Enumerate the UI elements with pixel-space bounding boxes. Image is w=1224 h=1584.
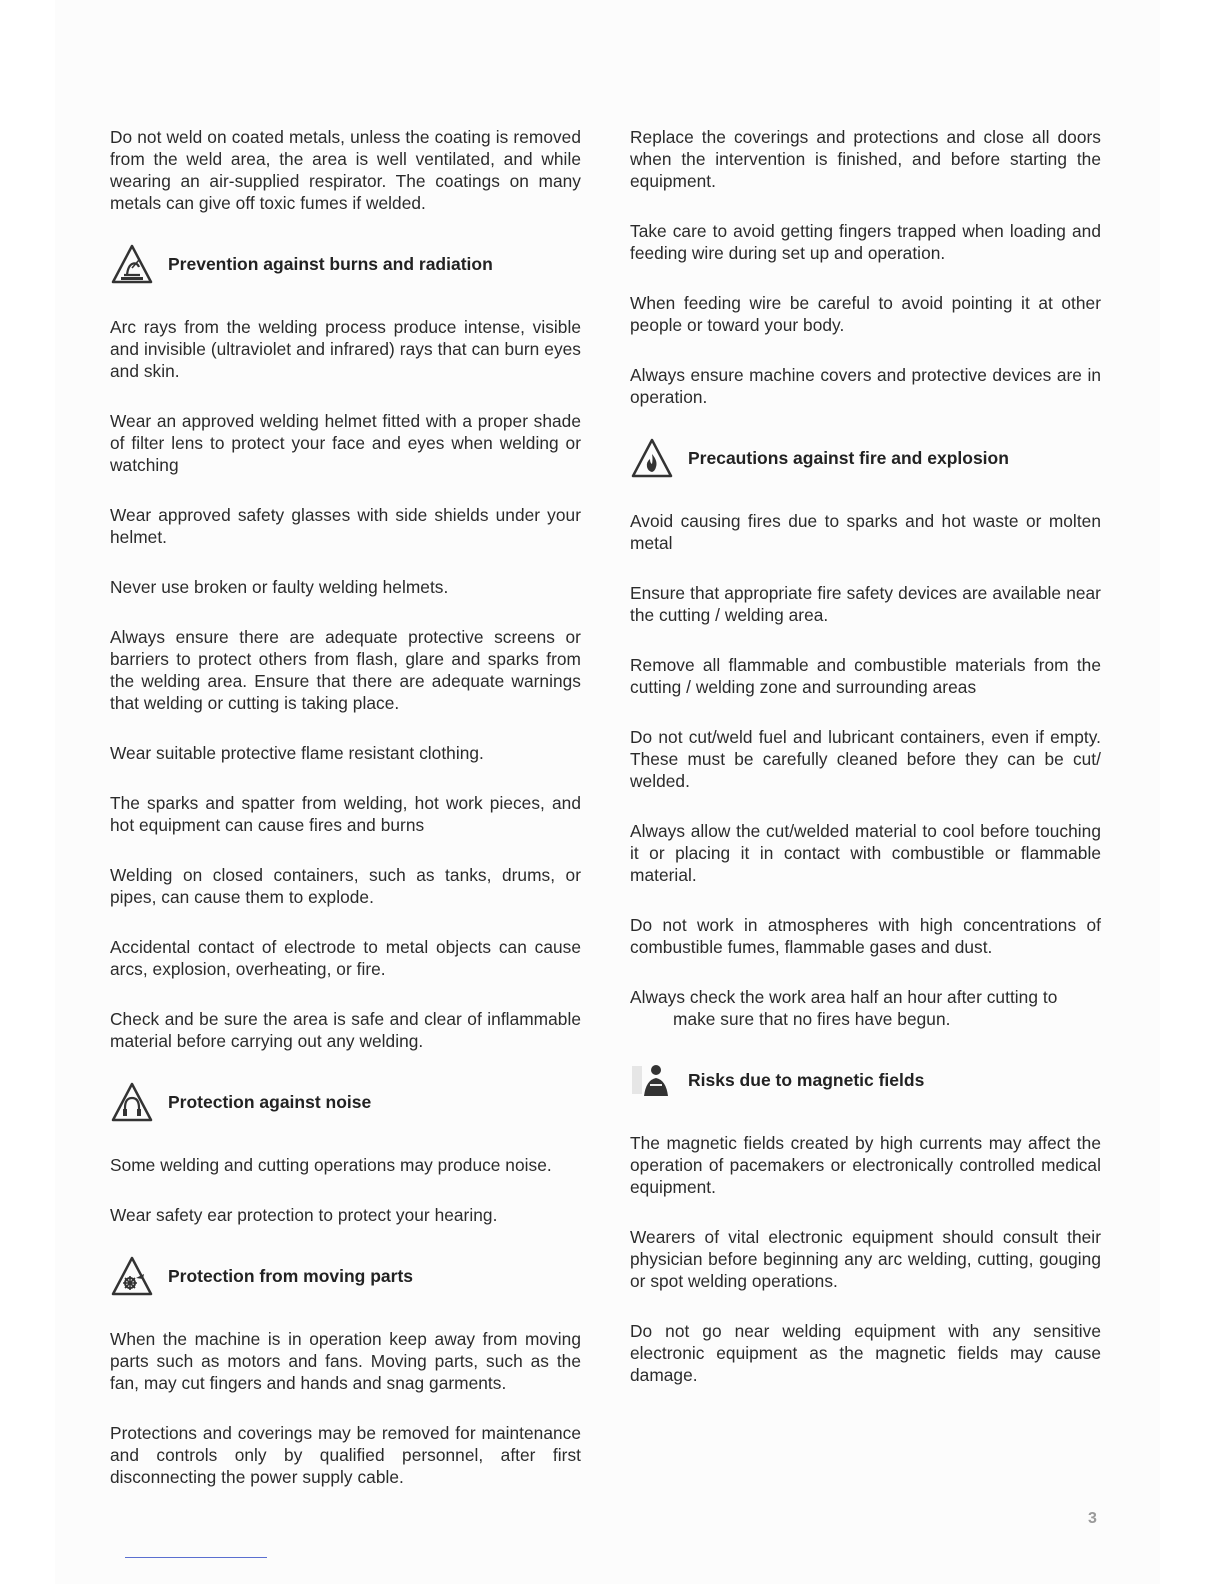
heading-noise: Protection against noise — [168, 1091, 372, 1112]
paragraph-screens: Always ensure there are adequate protective screens or barriers to protect others from flash, glare and sparks from the welding area. Ensure that there are adequate warnings that welding or cutting is taking place. — [110, 627, 581, 713]
section-heading-noise — [110, 1080, 581, 1124]
magnetic-field-icon — [630, 1058, 674, 1102]
paragraph-arc-rays: Arc rays from the welding process produce intense, visible and invisible (ultraviolet and infrared) rays that can burn eyes and skin. — [110, 317, 581, 381]
half-hour-line-2: make sure that no fires have begun. — [673, 1009, 951, 1029]
paragraph-coverings: Protections and coverings may be removed for maintenance and controls only by qualified personnel, after first disconnecting the power supply cable. — [110, 1423, 581, 1487]
section-heading-burns — [110, 242, 581, 286]
fire-warning-icon — [630, 436, 674, 480]
paragraph-broken-helmets: Never use broken or faulty welding helmets. — [110, 577, 449, 597]
paragraph-electrode: Accidental contact of electrode to metal objects can cause arcs, explosion, overheating, or fire. — [110, 937, 581, 979]
section-heading-fire — [630, 436, 1101, 480]
heading-magnetic: Risks due to magnetic fields — [688, 1069, 925, 1090]
paragraph-magnetic-fields: The magnetic fields created by high currents may affect the operation of pacemakers or electronically controlled medical equipment. — [630, 1133, 1101, 1197]
heading-fire: Precautions against fire and explosion — [688, 447, 1009, 468]
section-heading-moving-parts — [110, 1254, 581, 1298]
moving-parts-warning-icon — [110, 1254, 154, 1298]
paragraph-moving-parts: When the machine is in operation keep away from moving parts such as motors and fans. Moving parts, such as the fan, may cut fingers and hands and snag garments. — [110, 1329, 581, 1393]
paragraph-coated-metals: Do not weld on coated metals, unless the coating is removed from the weld area, the area is well ventilated, and while wearing an air-supplied respirator. The coatings on many metals can give off toxic fumes if welded. — [110, 127, 581, 213]
paragraph-ear-protection: Wear safety ear protection to protect your hearing. — [110, 1205, 498, 1225]
paragraph-cool-material: Always allow the cut/welded material to cool before touching it or placing it in contact with combustible or flammable material. — [630, 821, 1101, 885]
paragraph-replace-coverings: Replace the coverings and protections and close all doors when the intervention is finished, and before starting the equipment. — [630, 127, 1101, 191]
footer-divider — [125, 1557, 267, 1558]
heading-burns: Prevention against burns and radiation — [168, 253, 493, 274]
paragraph-glasses: Wear approved safety glasses with side shields under your helmet. — [110, 505, 581, 547]
noise-warning-icon — [110, 1080, 154, 1124]
paragraph-fingers: Take care to avoid getting fingers trapped when loading and feeding wire during set up and operation. — [630, 221, 1101, 263]
paragraph-vital-equipment: Wearers of vital electronic equipment should consult their physician before beginning any arc welding, cutting, gouging or spot welding operations. — [630, 1227, 1101, 1291]
paragraph-closed-containers: Welding on closed containers, such as tanks, drums, or pipes, can cause them to explode. — [110, 865, 581, 907]
half-hour-line-1: Always check the work area half an hour after cutting to — [630, 987, 1058, 1007]
page-number: 3 — [1088, 1510, 1097, 1527]
left-column — [110, 126, 581, 1516]
paragraph-machine-covers: Always ensure machine covers and protective devices are in operation. — [630, 365, 1101, 407]
paragraph-sparks: The sparks and spatter from welding, hot work pieces, and hot equipment can cause fires and burns — [110, 793, 581, 835]
right-column — [630, 126, 1101, 1414]
paragraph-check-area: Check and be sure the area is safe and clear of inflammable material before carrying out any welding. — [110, 1009, 581, 1051]
paragraph-feeding-wire: When feeding wire be careful to avoid pointing it at other people or toward your body. — [630, 293, 1101, 335]
paragraph-fire-devices: Ensure that appropriate fire safety devices are available near the cutting / welding area. — [630, 583, 1101, 625]
paragraph-sensitive-equipment: Do not go near welding equipment with any sensitive electronic equipment as the magnetic fields may cause damage. — [630, 1321, 1101, 1385]
section-heading-magnetic — [630, 1058, 1101, 1102]
paragraph-helmet: Wear an approved welding helmet fitted with a proper shade of filter lens to protect your face and eyes when welding or watching — [110, 411, 581, 475]
heading-moving-parts: Protection from moving parts — [168, 1265, 414, 1286]
paragraph-noise: Some welding and cutting operations may produce noise. — [110, 1155, 552, 1175]
paragraph-clothing: Wear suitable protective flame resistant clothing. — [110, 743, 484, 763]
paragraph-atmospheres: Do not work in atmospheres with high concentrations of combustible fumes, flammable gases and dust. — [630, 915, 1101, 957]
paragraph-half-hour-check — [630, 986, 1101, 1030]
burn-warning-icon — [110, 242, 154, 286]
paragraph-fuel-containers: Do not cut/weld fuel and lubricant containers, even if empty. These must be carefully cleaned before they can be cut/ welded. — [630, 727, 1101, 791]
paragraph-avoid-fires: Avoid causing fires due to sparks and hot waste or molten metal — [630, 511, 1101, 553]
paragraph-remove-flammables: Remove all flammable and combustible materials from the cutting / welding zone and surrounding areas — [630, 655, 1101, 697]
